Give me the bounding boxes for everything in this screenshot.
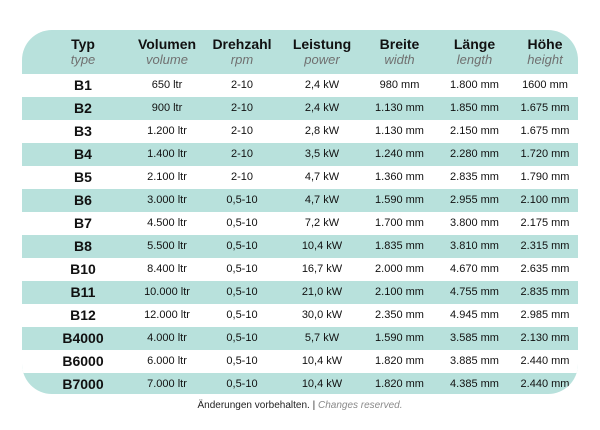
cell-power: 2,4 kW bbox=[282, 74, 362, 97]
table-row bbox=[22, 74, 578, 97]
cell-height: 2.130 mm bbox=[520, 332, 570, 344]
table-row bbox=[22, 212, 578, 235]
cell-power: 16,7 kW bbox=[282, 258, 362, 281]
cell-type bbox=[22, 189, 132, 212]
header-rpm bbox=[202, 30, 282, 74]
cell-rpm: 0,5-10 bbox=[226, 240, 258, 252]
cell-type bbox=[22, 120, 132, 143]
cell-length: 2.835 mm bbox=[437, 166, 512, 189]
cell-rpm: 2-10 bbox=[230, 148, 254, 160]
header-sublabel: height bbox=[527, 52, 563, 67]
table-header bbox=[22, 30, 578, 74]
header-type bbox=[22, 30, 132, 74]
type-label: B10 bbox=[70, 261, 96, 277]
header-label: Volumen bbox=[137, 36, 197, 52]
cell-width: 1.835 mm bbox=[375, 240, 424, 252]
cell-type bbox=[22, 258, 132, 281]
cell-power: 2,4 kW bbox=[304, 102, 340, 114]
cell-volume: 10.000 ltr bbox=[144, 286, 190, 298]
cell-height: 2.315 mm bbox=[520, 240, 570, 252]
table-row bbox=[22, 97, 578, 120]
cell-type bbox=[22, 235, 132, 258]
cell-length: 4.755 mm bbox=[450, 286, 499, 298]
cell-rpm: 2-10 bbox=[230, 102, 254, 114]
table-row bbox=[22, 327, 578, 350]
cell-length: 4.670 mm bbox=[437, 258, 512, 281]
type-label: B1 bbox=[74, 77, 92, 93]
cell-rpm: 0,5-10 bbox=[202, 212, 282, 235]
type-label: B11 bbox=[70, 284, 96, 300]
header-sublabel: rpm bbox=[230, 52, 254, 67]
cell-power: 2,8 kW bbox=[282, 120, 362, 143]
type-label: B3 bbox=[74, 123, 92, 139]
cell-height: 2.835 mm bbox=[520, 286, 570, 298]
cell-power: 4,7 kW bbox=[304, 194, 340, 206]
cell-volume: 6.000 ltr bbox=[132, 350, 202, 373]
table-body bbox=[22, 74, 578, 394]
header-sublabel: type bbox=[70, 52, 96, 67]
cell-height: 1.675 mm bbox=[520, 102, 570, 114]
cell-type bbox=[22, 97, 132, 120]
cell-type bbox=[22, 143, 132, 166]
cell-volume: 7.000 ltr bbox=[147, 378, 187, 390]
cell-length: 3.585 mm bbox=[450, 332, 499, 344]
table-row bbox=[22, 350, 578, 373]
cell-power: 4,7 kW bbox=[282, 166, 362, 189]
type-label: B6 bbox=[74, 192, 92, 208]
cell-type bbox=[22, 166, 132, 189]
cell-length: 2.150 mm bbox=[437, 120, 512, 143]
cell-volume: 5.500 ltr bbox=[147, 240, 187, 252]
footer-separator: | bbox=[312, 400, 316, 411]
header-label: Länge bbox=[453, 36, 496, 52]
cell-volume: 4.500 ltr bbox=[132, 212, 202, 235]
header-label: Breite bbox=[379, 36, 420, 52]
footer-note bbox=[0, 400, 600, 411]
cell-length: 2.280 mm bbox=[450, 148, 499, 160]
header-width bbox=[362, 30, 437, 74]
cell-height: 2.985 mm bbox=[512, 304, 578, 327]
header-sublabel: power bbox=[304, 52, 340, 67]
type-label: B4000 bbox=[62, 330, 104, 346]
spec-table bbox=[22, 30, 578, 394]
cell-width: 1.820 mm bbox=[362, 350, 437, 373]
cell-type bbox=[22, 304, 132, 327]
table-row bbox=[22, 304, 578, 327]
cell-power: 21,0 kW bbox=[301, 286, 343, 298]
cell-height: 1.720 mm bbox=[520, 148, 570, 160]
cell-rpm: 2-10 bbox=[202, 120, 282, 143]
type-label: B2 bbox=[74, 100, 92, 116]
type-label: B12 bbox=[70, 307, 96, 323]
cell-length: 3.885 mm bbox=[437, 350, 512, 373]
header-length bbox=[437, 30, 512, 74]
cell-width: 2.000 mm bbox=[362, 258, 437, 281]
cell-width: 980 mm bbox=[362, 74, 437, 97]
cell-length: 3.810 mm bbox=[450, 240, 499, 252]
cell-rpm: 2-10 bbox=[202, 166, 282, 189]
cell-length: 1.850 mm bbox=[450, 102, 499, 114]
table-row bbox=[22, 281, 578, 304]
cell-width: 1.130 mm bbox=[375, 102, 424, 114]
cell-type bbox=[22, 350, 132, 373]
header-sublabel: volume bbox=[146, 52, 188, 67]
footer-text-de: Änderungen vorbehalten. bbox=[197, 400, 310, 411]
table-row bbox=[22, 373, 578, 395]
spec-table-card bbox=[22, 30, 578, 394]
cell-rpm: 0,5-10 bbox=[226, 194, 258, 206]
header-row bbox=[22, 30, 578, 74]
cell-power: 3,5 kW bbox=[304, 148, 340, 160]
header-label: Drehzahl bbox=[212, 36, 272, 52]
cell-power: 5,7 kW bbox=[304, 332, 340, 344]
header-power bbox=[282, 30, 362, 74]
cell-height: 2.100 mm bbox=[520, 194, 570, 206]
cell-width: 1.590 mm bbox=[375, 194, 424, 206]
cell-rpm: 0,5-10 bbox=[226, 286, 258, 298]
cell-length: 3.800 mm bbox=[437, 212, 512, 235]
cell-length: 4.945 mm bbox=[437, 304, 512, 327]
cell-volume: 2.100 ltr bbox=[132, 166, 202, 189]
header-label: Leistung bbox=[292, 36, 352, 52]
type-label: B6000 bbox=[62, 353, 104, 369]
cell-width: 2.100 mm bbox=[375, 286, 424, 298]
cell-height: 2.440 mm bbox=[512, 350, 578, 373]
cell-width: 1.820 mm bbox=[375, 378, 424, 390]
header-label: Typ bbox=[71, 36, 95, 52]
cell-volume: 1.200 ltr bbox=[132, 120, 202, 143]
cell-length: 4.385 mm bbox=[450, 378, 499, 390]
cell-height: 2.635 mm bbox=[512, 258, 578, 281]
cell-type bbox=[22, 281, 132, 304]
cell-height: 1.790 mm bbox=[512, 166, 578, 189]
type-label: B5 bbox=[74, 169, 92, 185]
cell-volume: 650 ltr bbox=[132, 74, 202, 97]
type-label: B8 bbox=[74, 238, 92, 254]
cell-volume: 3.000 ltr bbox=[147, 194, 187, 206]
cell-power: 10,4 kW bbox=[282, 350, 362, 373]
cell-rpm: 0,5-10 bbox=[202, 350, 282, 373]
type-label: B7 bbox=[74, 215, 92, 231]
cell-height: 1.675 mm bbox=[512, 120, 578, 143]
cell-type bbox=[22, 212, 132, 235]
cell-power: 10,4 kW bbox=[301, 240, 343, 252]
cell-power: 30,0 kW bbox=[282, 304, 362, 327]
cell-height: 1600 mm bbox=[512, 74, 578, 97]
cell-volume: 1.400 ltr bbox=[147, 148, 187, 160]
cell-power: 10,4 kW bbox=[301, 378, 343, 390]
cell-width: 1.700 mm bbox=[362, 212, 437, 235]
cell-type bbox=[22, 74, 132, 97]
cell-rpm: 0,5-10 bbox=[202, 258, 282, 281]
header-volume bbox=[132, 30, 202, 74]
cell-rpm: 0,5-10 bbox=[226, 378, 258, 390]
type-label: B7000 bbox=[62, 376, 104, 392]
table-row bbox=[22, 235, 578, 258]
cell-volume: 8.400 ltr bbox=[132, 258, 202, 281]
cell-height: 2.175 mm bbox=[512, 212, 578, 235]
cell-width: 1.130 mm bbox=[362, 120, 437, 143]
cell-width: 2.350 mm bbox=[362, 304, 437, 327]
cell-length: 2.955 mm bbox=[450, 194, 499, 206]
cell-width: 1.590 mm bbox=[375, 332, 424, 344]
table-row bbox=[22, 189, 578, 212]
cell-type bbox=[22, 373, 132, 395]
cell-power: 7,2 kW bbox=[282, 212, 362, 235]
table-row bbox=[22, 143, 578, 166]
header-sublabel: length bbox=[456, 52, 493, 67]
table-row bbox=[22, 258, 578, 281]
cell-volume: 4.000 ltr bbox=[147, 332, 187, 344]
cell-rpm: 0,5-10 bbox=[202, 304, 282, 327]
cell-type bbox=[22, 327, 132, 350]
table-row bbox=[22, 120, 578, 143]
header-sublabel: width bbox=[384, 52, 415, 67]
cell-length: 1.800 mm bbox=[437, 74, 512, 97]
header-height bbox=[512, 30, 578, 74]
cell-rpm: 2-10 bbox=[202, 74, 282, 97]
cell-height: 2.440 mm bbox=[520, 378, 570, 390]
cell-volume: 12.000 ltr bbox=[132, 304, 202, 327]
table-row bbox=[22, 166, 578, 189]
cell-volume: 900 ltr bbox=[151, 102, 183, 114]
header-label: Höhe bbox=[527, 36, 563, 52]
cell-width: 1.360 mm bbox=[362, 166, 437, 189]
type-label: B4 bbox=[74, 146, 92, 162]
cell-rpm: 0,5-10 bbox=[226, 332, 258, 344]
cell-width: 1.240 mm bbox=[375, 148, 424, 160]
footer-text-en: Changes reserved. bbox=[317, 400, 403, 411]
